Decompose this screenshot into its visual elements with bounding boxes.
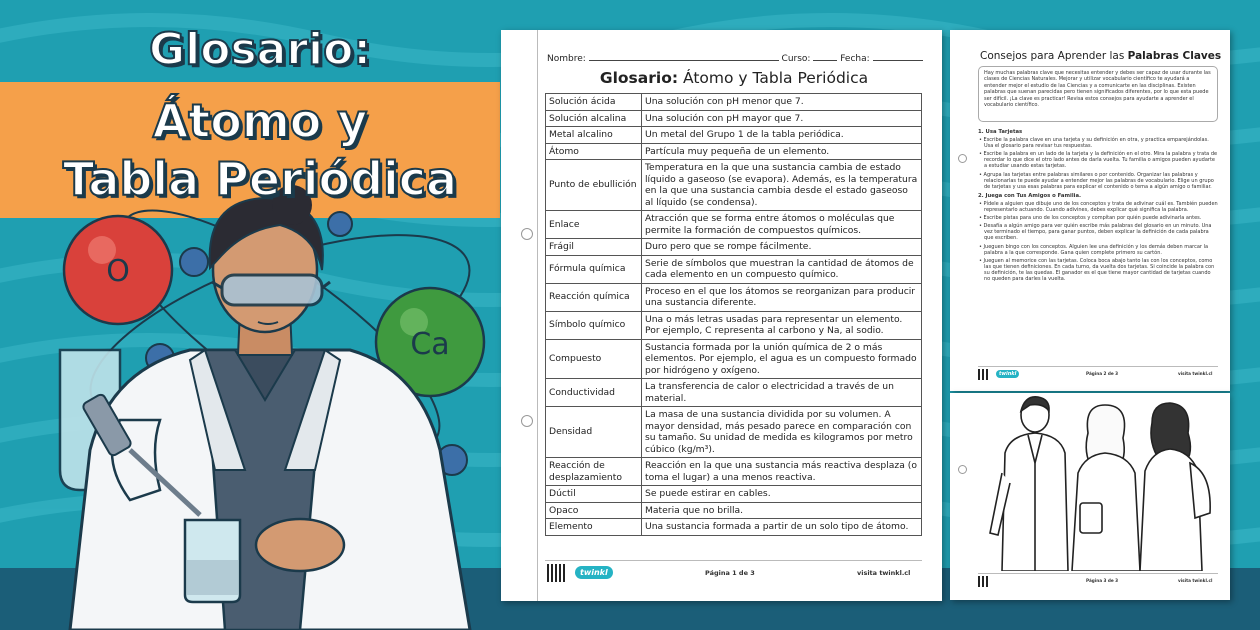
glossary-definition: Atracción que se forma entre átomos o moléculas que permite la formación de compuestos químicos. [642,211,922,239]
glossary-definition: La masa de una sustancia dividida por su volumen. A mayor densidad, más pesado parece en comparación con su tamaño. Su unidad de medida es kilogramos por metro cúbico (kg/m³). [642,407,922,458]
glossary-row [546,239,922,256]
tip-text: Jueguen al memorice con las tarjetas. Coloca boca abajo tanto las con los conceptos, como las que tienen definiciones. En cada turno, da vuelta dos tarjetas. Si coincide la palabra con su definición, te las quedas. El ganador es el que tiene mayor cantidad de tarjetas cuando no queden para darles la vuelta. [983,257,1215,282]
tips-title-normal: Consejos para Aprender las [980,50,1128,62]
tip-item: • Escribe la palabra clave en una tarjeta y su definición en otra, y practica emparejándolas. Usa el glosario para revisar tus respuestas. [979,137,1209,150]
course-label: Curso: [781,54,811,64]
glossary-term: Dúctil [546,486,642,503]
tip-item: • Agrupa las tarjetas entre palabras similares o por contenido. Organizar las palabras y relacionarlas te puede ayudar a entender mejor las palabras de vocabulario. Elige un grupo de tarjetas y usa esas palabras para explicar el contenido o tema a algún amigo o familiar. [979,171,1214,190]
glossary-row [546,283,922,311]
tips-page-2 [950,30,1230,391]
name-label: Nombre: [547,54,586,64]
margin-line [537,30,538,601]
name-line[interactable] [589,52,779,61]
punch-hole [958,465,967,474]
glossary-definition: Partícula muy pequeña de un elemento. [642,143,922,160]
glossary-row [546,94,922,111]
glossary-definition: Duro pero que se rompe fácilmente. [642,239,922,256]
glossary-table [545,93,922,536]
tip-item: • Jueguen bingo con los conceptos. Alguien lee una definición y los demás deben marcar la palabra a la que corresponde. Gana quien complete primero su cartón. [979,243,1209,256]
glossary-row [546,379,922,407]
page1-footer [545,560,922,582]
glossary-term: Opaco [546,502,642,519]
glossary-term: Enlace [546,211,642,239]
date-line[interactable] [873,52,923,61]
glossary-row [546,255,922,283]
punch-hole [958,154,967,163]
glossary-row [546,339,922,379]
tips-section2-title: 2. Juega con Tus Amigos o Familia. [978,192,1082,199]
students-line-drawing [980,393,1220,571]
glossary-term: Reacción química [546,283,642,311]
page2-site: visita twinkl.cl [1178,371,1213,376]
cover-title-line1: Glosario: [149,24,371,75]
glossary-term: Punto de ebullición [546,160,642,211]
tip-text: Escribe pistas para uno de los conceptos y compítan por quién puede adivinarla antes. [983,215,1202,222]
cover-title-line2: Átomo y [152,94,368,148]
tips-intro-box: Hay muchas palabras clave que necesitas entender y debes ser capaz de usar durante las clases de Ciencias Naturales. Mejorar y utilizar vocabulario científico te ayudará a entender mejor el estudio de las Ciencias y a comunicarte en las disciplinas. Existen palabras que suenan parecidas pero tienen significados diferentes, por lo que esta puede ser difícil. ¡La clave es practicar! Revisa estos consejos para ayudarte a aprender el vocabulario científico. [978,66,1218,122]
glossary-term: Densidad [546,407,642,458]
tip-text: Escribe la palabra en un lado de la tarjeta y la definición en el otro. Mira la palabra y trata de recordar lo que dice el otro lado antes de darla vuelta. Tu familia o amigos pueden ayudarte a estudiar usando estas tarjetas. [983,151,1218,170]
glossary-page-1 [501,30,942,601]
glossary-term: Símbolo químico [546,311,642,339]
glossary-definition: Una solución con pH menor que 7. [642,94,922,111]
page2-number: Página 2 de 3 [1086,371,1119,376]
worksheet-header [547,52,923,64]
glossary-row [546,211,922,239]
tip-text: Escribe la palabra clave en una tarjeta y su definición en otra, y practica emparejándolas. Usa el glosario para revisar tus respuestas. [983,137,1209,150]
glossary-term: Solución ácida [546,94,642,111]
glossary-definition: Materia que no brilla. [642,502,922,519]
glossary-term: Compuesto [546,339,642,379]
tip-text: Pídele a alguien que dibuje uno de los conceptos y trata de adivinar cuál es. También pueden representarlo actuando. Cuando adivines, debes explicar qué significa la palabra. [983,200,1218,214]
glossary-term: Reacción de desplazamiento [546,458,642,486]
page2-footer [978,366,1218,380]
page3-footer [978,573,1218,587]
glossary-row [546,458,922,486]
glossary-row [546,160,922,211]
glossary-row [546,407,922,458]
glossary-definition: Sustancia formada por la unión química de 2 o más elementos. Por ejemplo, el agua es un compuesto formado por hidrógeno y oxígeno. [642,339,922,379]
glossary-definition: Una o más letras usadas para representar un elemento. Por ejemplo, C representa al carbono y Na, al sodio. [642,311,922,339]
punch-hole [521,415,533,427]
glossary-definition: Una solución con pH mayor que 7. [642,110,922,127]
qr-code [978,576,989,587]
twinkl-logo: twinkl [996,370,1019,378]
tip-item: • Desafía a algún amigo para ver quién escribe más palabras del glosario en un minuto. Una vez terminado el tiempo, para ganar puntos, deben explicar la definición de cada palabra que escriben. [979,223,1212,242]
tip-item: • Pídele a alguien que dibuje uno de los conceptos y trata de adivinar cuál es. También pueden representarlo actuando. Cuando adivines, debes explicar qué significa la palabra. [979,200,1218,214]
page1-site: visita twinkl.cl [857,569,911,577]
tips-title-bold: Palabras Claves [1127,50,1222,62]
glossary-row [546,502,922,519]
illustration-page-3 [950,393,1230,600]
page3-number: Página 3 de 3 [1086,578,1119,583]
glossary-row [546,110,922,127]
glossary-definition: Un metal del Grupo 1 de la tabla periódica. [642,127,922,144]
atom-ca-symbol: Ca [410,327,450,362]
cover-title-line3: Tabla Periódica [62,152,458,206]
glossary-term: Átomo [546,143,642,160]
glossary-row [546,519,922,536]
glossary-row [546,143,922,160]
glossary-term: Solución alcalina [546,110,642,127]
glossary-definition: Se puede estirar en cables. [642,486,922,503]
glossary-title-rest: Átomo y Tabla Periódica [678,69,869,87]
glossary-term: Elemento [546,519,642,536]
page3-site: visita twinkl.cl [1178,578,1213,583]
glossary-definition: Proceso en el que los átomos se reorganizan para producir una sustancia diferente. [642,283,922,311]
tip-item: • Jueguen al memorice con las tarjetas. Coloca boca abajo tanto las con los conceptos, como las que tienen definiciones. En cada turno, da vuelta dos tarjetas. Si coincide la palabra con su definición, te las quedas. El ganador es el que tiene mayor cantidad de tarjetas cuando no queden para darles la vuelta. [979,257,1215,282]
page1-number: Página 1 de 3 [705,569,755,577]
course-line[interactable] [813,52,837,61]
tip-text: Desafía a algún amigo para ver quién escribe más palabras del glosario en un minuto. Una vez terminado el tiempo, para ganar puntos, deben explicar la definición de cada palabra que escriben. [983,223,1212,242]
glossary-term: Fórmula química [546,255,642,283]
tips-section1-title: 1. Usa Tarjetas [978,129,1023,135]
twinkl-logo: twinkl [575,566,613,579]
tip-text: Agrupa las tarjetas entre palabras similares o por contenido. Organizar las palabras y relacionarlas te puede ayudar a entender mejor las palabras de vocabulario. Elige un grupo de tarjetas y usa esas palabras para explicar el contenido o tema a algún amigo o familiar. [983,171,1214,190]
glossary-term: Frágil [546,239,642,256]
glossary-row [546,311,922,339]
glossary-definition: Temperatura en la que una sustancia cambia de estado líquido a gaseoso (se evapora). Además, es la temperatura en la que una sustancia cambia desde el estado gaseoso al líquido (se condensa). [642,160,922,211]
glossary-title [547,69,921,87]
punch-hole [521,228,533,240]
qr-code [547,564,565,582]
glossary-definition: Reacción en la que una sustancia más reactiva desplaza (o toma el lugar) a una menos reactiva. [642,458,922,486]
tip-text: Jueguen bingo con los conceptos. Alguien lee una definición y los demás deben marcar la palabra a la que corresponde. Gana quien complete primero su cartón. [983,243,1209,256]
glossary-term: Conductividad [546,379,642,407]
tips-title [980,50,1221,62]
glossary-definition: Una sustancia formada a partir de un solo tipo de átomo. [642,519,922,536]
oxygen-atom [64,216,172,324]
beaker-front [185,520,240,602]
glossary-row [546,127,922,144]
glossary-title-bold: Glosario: [599,69,679,87]
cover-title-main [0,92,520,208]
atom-o-symbol: O [106,254,130,289]
tip-item: • Escribe la palabra en un lado de la tarjeta y la definición en el otro. Mira la palabra y trata de recordar lo que dice el otro lado antes de darla vuelta. Tu familia o amigos pueden ayudarte a estudiar usando estas tarjetas. [979,151,1218,170]
glossary-definition: Serie de símbolos que muestran la cantidad de átomos de cada elemento en un compuesto químico. [642,255,922,283]
glossary-row [546,486,922,503]
glossary-definition: La transferencia de calor o electricidad a través de un material. [642,379,922,407]
tip-item: • Escribe pistas para uno de los conceptos y compítan por quién puede adivinarla antes. [979,215,1202,222]
qr-code [978,369,989,380]
tips-body [978,126,1218,284]
glossary-term: Metal alcalino [546,127,642,144]
date-label: Fecha: [840,54,870,64]
